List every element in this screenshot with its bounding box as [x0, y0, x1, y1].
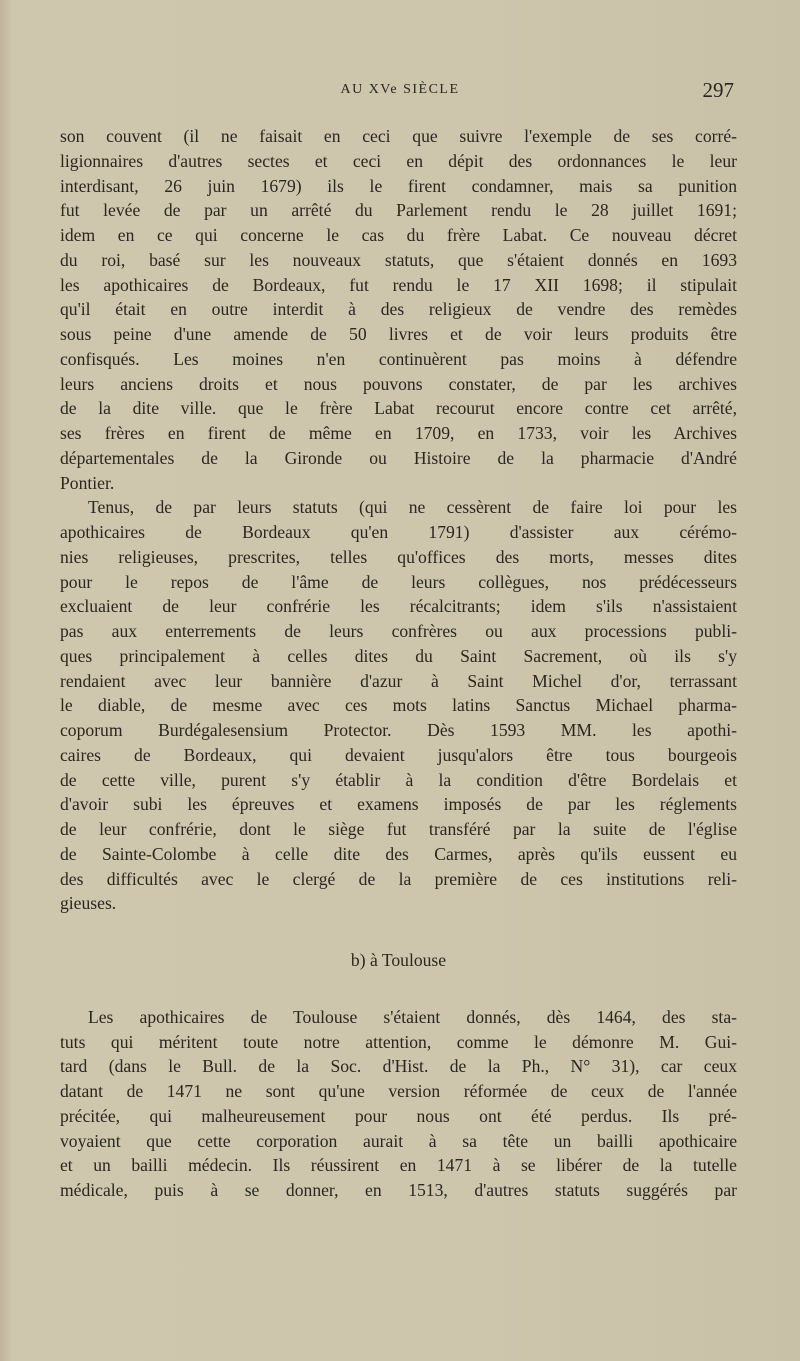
spacer: [60, 973, 737, 1005]
text-line: idem en ce qui concerne le cas du frère Labat. Ce nouveau décret: [60, 225, 737, 245]
text-line: leurs anciens droits et nous pouvons constater, de par les archives: [60, 373, 737, 394]
body-text: [60, 124, 737, 1203]
section-heading: b) à Toulouse: [350, 950, 447, 970]
text-line: tuts qui méritent toute notre attention, comme le démonre M. Gui-: [60, 1031, 737, 1052]
text-line: pas aux enterrements de leurs confrères ou aux processions publi-: [60, 621, 737, 641]
text-line: ques principalement à celles dites du Saint Sacrement, où ils s'y: [60, 645, 737, 666]
paragraph-2: [60, 495, 737, 916]
text-line: gieuses.: [60, 893, 117, 914]
text-line: caires de Bordeaux, qui devaient jusqu'alors être tous bourgeois: [60, 744, 737, 765]
text-line: voyaient que cette corporation aurait à sa tête un bailli apothicaire: [60, 1130, 737, 1151]
text-line: le diable, de mesme avec ces mots latins Sanctus Michael pharma-: [60, 695, 737, 716]
text-line: de Sainte-Colombe à celle dite des Carmes, après qu'ils eussent eu: [60, 843, 737, 864]
text-line: précitée, qui malheureusement pour nous ont été perdus. Ils pré-: [60, 1105, 737, 1126]
text-line: départementales de la Gironde ou Histoire de la pharmacie d'André: [60, 447, 737, 468]
text-line: de leur confrérie, dont le siège fut transféré par la suite de l'église: [60, 819, 737, 839]
text-line: ses frères en firent de même en 1709, en 1733, voir les Archives: [60, 423, 737, 443]
spacer: [60, 916, 737, 948]
text-line: rendaient avec leur bannière d'azur à Saint Michel d'or, terrassant: [60, 670, 737, 691]
running-head-title: AU XVe SIÈCLE: [340, 82, 460, 97]
text-line: des difficultés avec le clergé de la première de ces institutions reli-: [60, 868, 737, 889]
text-line: Pontier.: [60, 472, 115, 493]
text-line: Les apothicaires de Toulouse s'étaient donnés, dès 1464, des sta-: [88, 1006, 737, 1027]
text-line: pour le repos de l'âme de leurs collègues, nos prédécesseurs: [60, 571, 737, 592]
text-line: médicale, puis à se donner, en 1513, d'autres statuts suggérés par: [60, 1180, 737, 1200]
text-line: excluaient de leur confrérie les récalcitrants; idem s'ils n'assistaient: [60, 596, 737, 617]
paragraph-1: [60, 124, 737, 495]
text-line: tard (dans le Bull. de la Soc. d'Hist. de la Ph., N° 31), car ceux: [60, 1056, 737, 1077]
text-line: apothicaires de Bordeaux qu'en 1791) d'assister aux cérémo-: [60, 522, 737, 542]
text-line: les apothicaires de Bordeaux, fut rendu le 17 XII 1698; il stipulait: [60, 274, 737, 295]
paragraph-3: [60, 1005, 737, 1203]
text-line: de cette ville, purent s'y établir à la condition d'être Bordelais et: [60, 769, 737, 790]
text-line: ligionnaires d'autres sectes et ceci en dépit des ordonnances le leur: [60, 150, 737, 171]
text-line: Tenus, de par leurs statuts (qui ne cessèrent de faire loi pour les: [88, 497, 737, 518]
text-line: qu'il était en outre interdit à des religieux de vendre des remèdes: [60, 299, 737, 320]
text-line: datant de 1471 ne sont qu'une version réformée de ceux de l'année: [60, 1081, 737, 1101]
text-line: sous peine d'une amende de 50 livres et de voir leurs produits être: [60, 324, 737, 344]
text-line: confisqués. Les moines n'en continuèrent pas moins à défendre: [60, 348, 737, 369]
text-line: coporum Burdégalesensium Protector. Dès 1593 MM. les apothi-: [60, 720, 737, 740]
text-line: d'avoir subi les épreuves et examens imposés de par les réglements: [60, 794, 737, 815]
text-line: nies religieuses, prescrites, telles qu'offices des morts, messes dites: [60, 546, 737, 567]
text-line: du roi, basé sur les nouveaux statuts, que s'étaient donnés en 1693: [60, 249, 737, 270]
text-line: et un bailli médecin. Ils réussirent en 1471 à se libérer de la tutelle: [60, 1155, 737, 1176]
text-line: de la dite ville. que le frère Labat recourut encore contre cet arrêté,: [60, 398, 737, 419]
text-line: fut levée de par un arrêté du Parlement rendu le 28 juillet 1691;: [60, 200, 737, 221]
running-head: [60, 78, 740, 102]
text-line: interdisant, 26 juin 1679) ils le firent condamner, mais sa punition: [60, 175, 737, 196]
text-line: son couvent (il ne faisait en ceci que suivre l'exemple de ses corré-: [60, 126, 737, 146]
page-number: 297: [702, 78, 734, 102]
